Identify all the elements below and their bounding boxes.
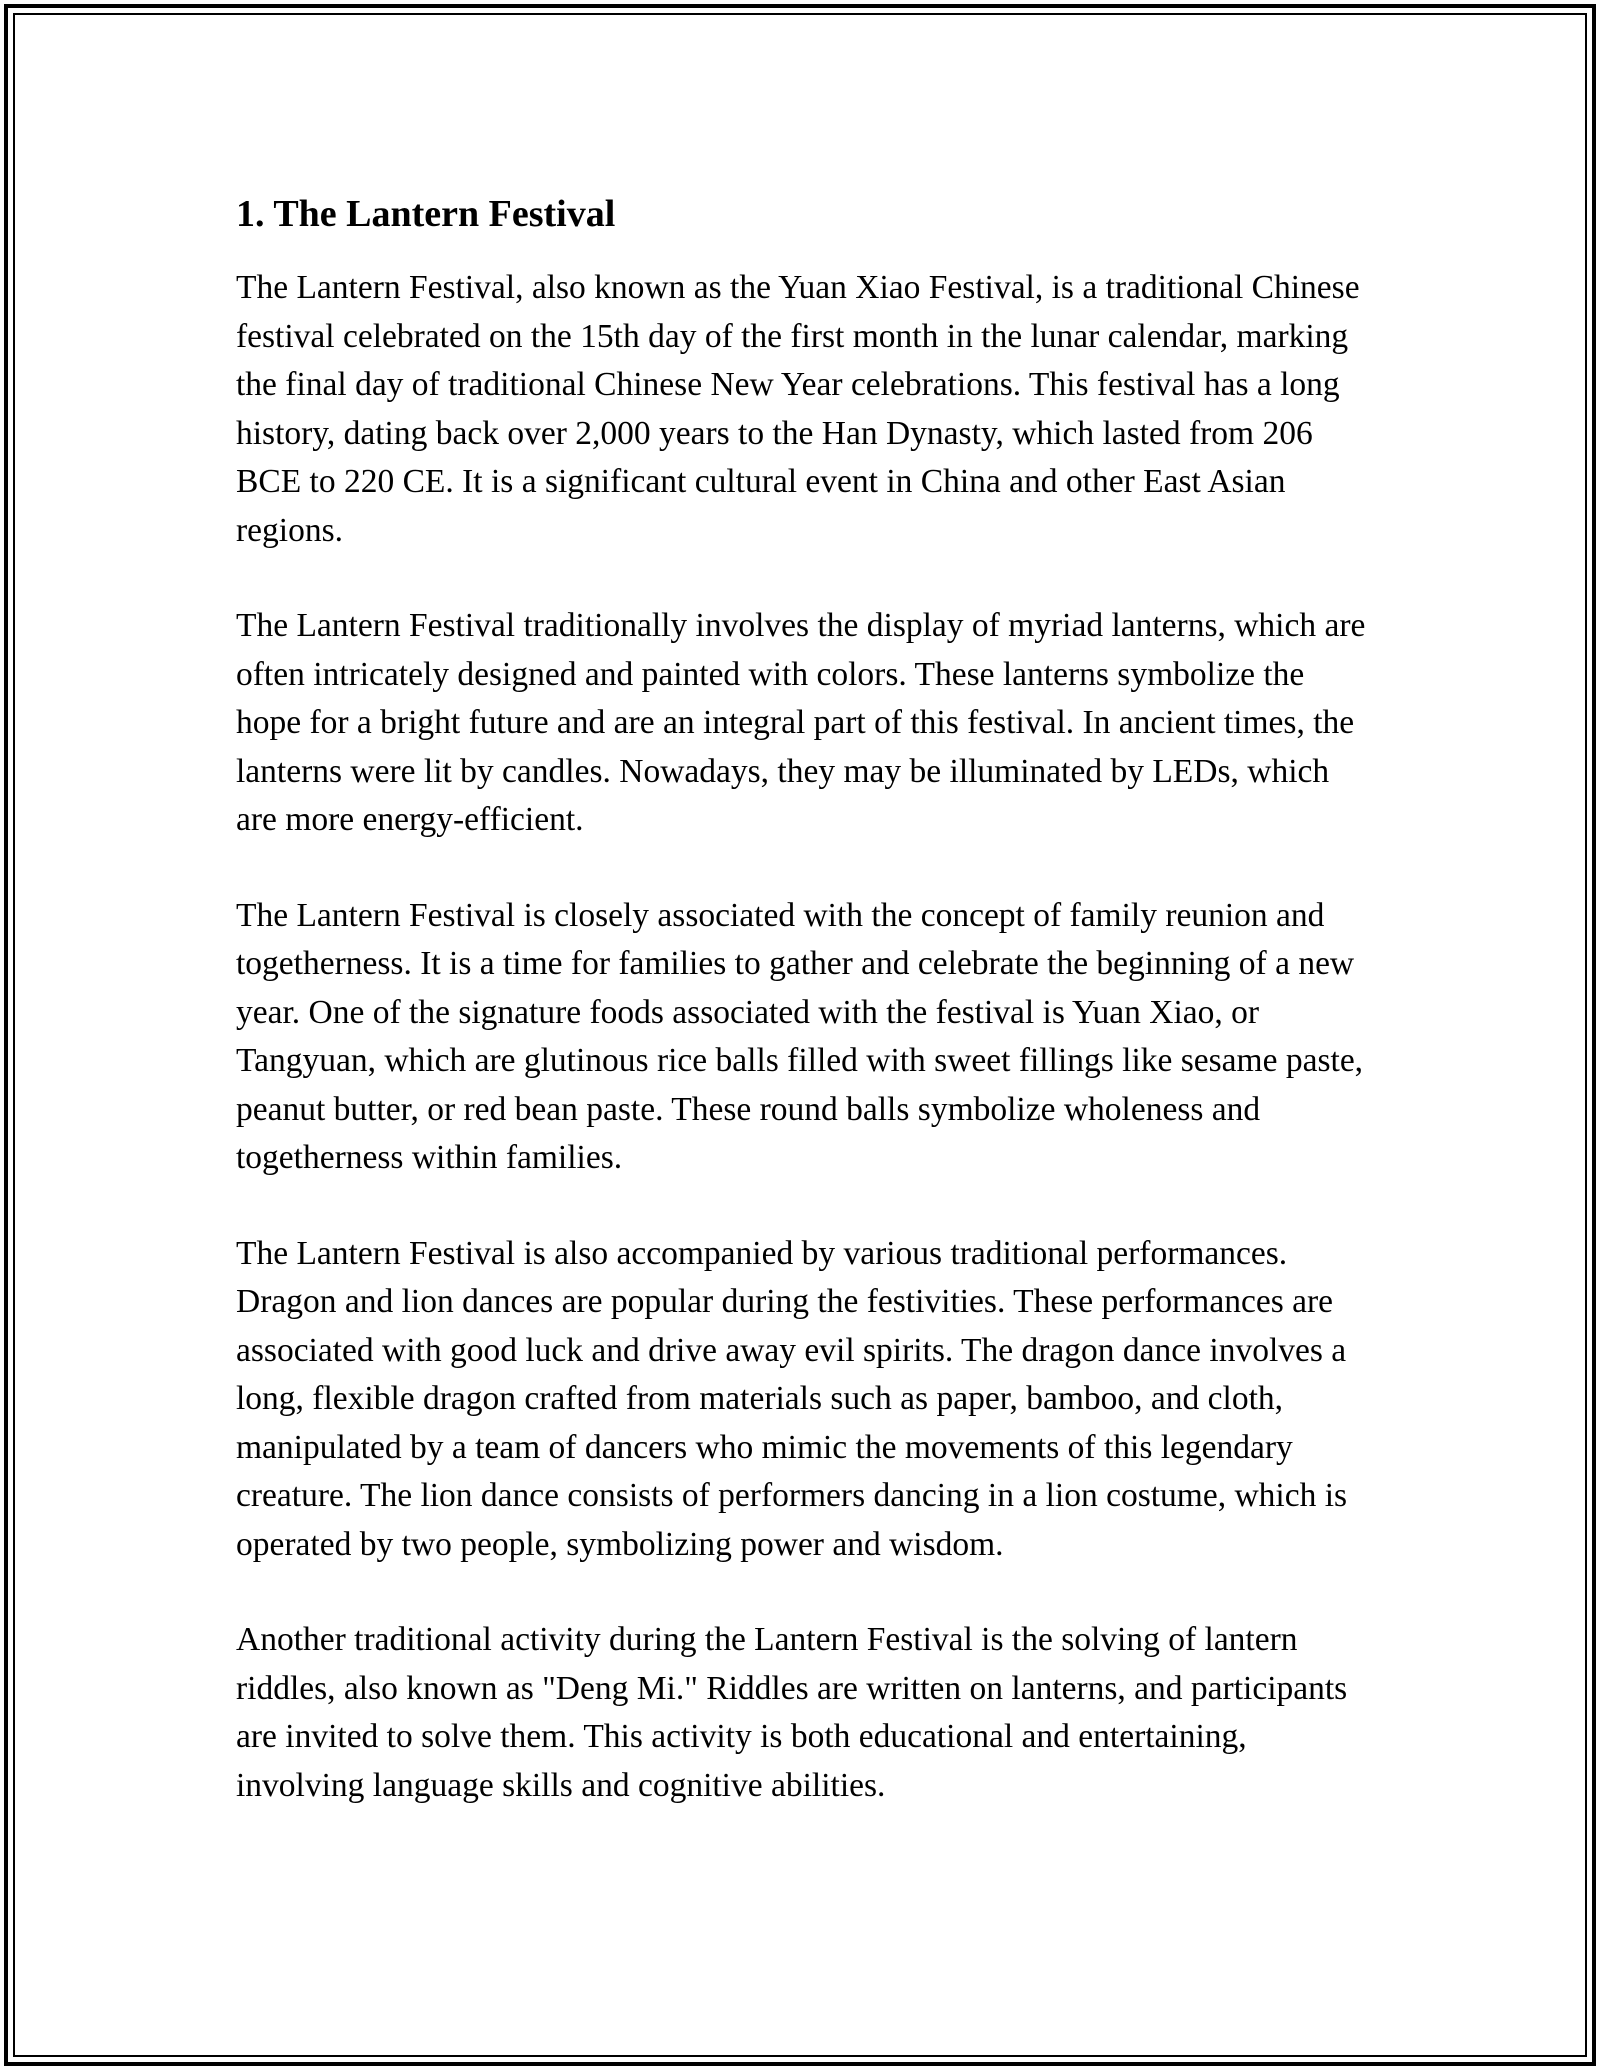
paragraph-performances: The Lantern Festival is also accompanied by various traditional performances. Dragon and lion dances are popular during the festivities. These performances are associated with good luck and drive away evil spirits. The dragon dance involves a long, flexible dragon crafted from materials such as paper, bamboo, and cloth, manipulated by a team of dancers who mimic the movements of this legendary creature. The lion dance consists of performers dancing in a lion costume, which is operated by two people, symbolizing power and wisdom. — [236, 1234, 1348, 1563]
paragraph-riddles: Another traditional activity during the Lantern Festival is the solving of lantern riddles, also known as "Deng Mi." Riddles are written on lanterns, and participants are invited to solve them. This activity is both educational and entertaining, involving language skills and cognitive abilities. — [236, 1621, 1348, 1804]
document-body — [236, 190, 1376, 1857]
paragraph-family-reunion: The Lantern Festival is closely associated with the concept of family reunion and togetherness. It is a time for families to gather and celebrate the beginning of a new year. One of the signature foods associated with the festival is Yuan Xiao, or Tangyuan, which are glutinous rice balls filled with sweet fillings like sesame paste, peanut butter, or red bean paste. These round balls symbolize wholeness and togetherness within families. — [236, 896, 1364, 1176]
paragraph-history: The Lantern Festival, also known as the Yuan Xiao Festival, is a traditional Chinese festival celebrated on the 15th day of the first month in the lunar calendar, marking the final day of traditional Chinese New Year celebrations. This festival has a long history, dating back over 2,000 years to the Han Dynasty, which lasted from 206 BCE to 220 CE. It is a significant cultural event in China and other East Asian regions. — [236, 269, 1360, 549]
section-title: 1. The Lantern Festival — [236, 193, 616, 235]
paragraph-lanterns: The Lantern Festival traditionally involves the display of myriad lanterns, which are often intricately designed and painted with colors. These lanterns symbolize the hope for a bright future and are an integral part of this festival. In ancient times, the lanterns were lit by candles. Nowadays, they may be illuminated by LEDs, which are more energy-efficient. — [236, 607, 1366, 838]
